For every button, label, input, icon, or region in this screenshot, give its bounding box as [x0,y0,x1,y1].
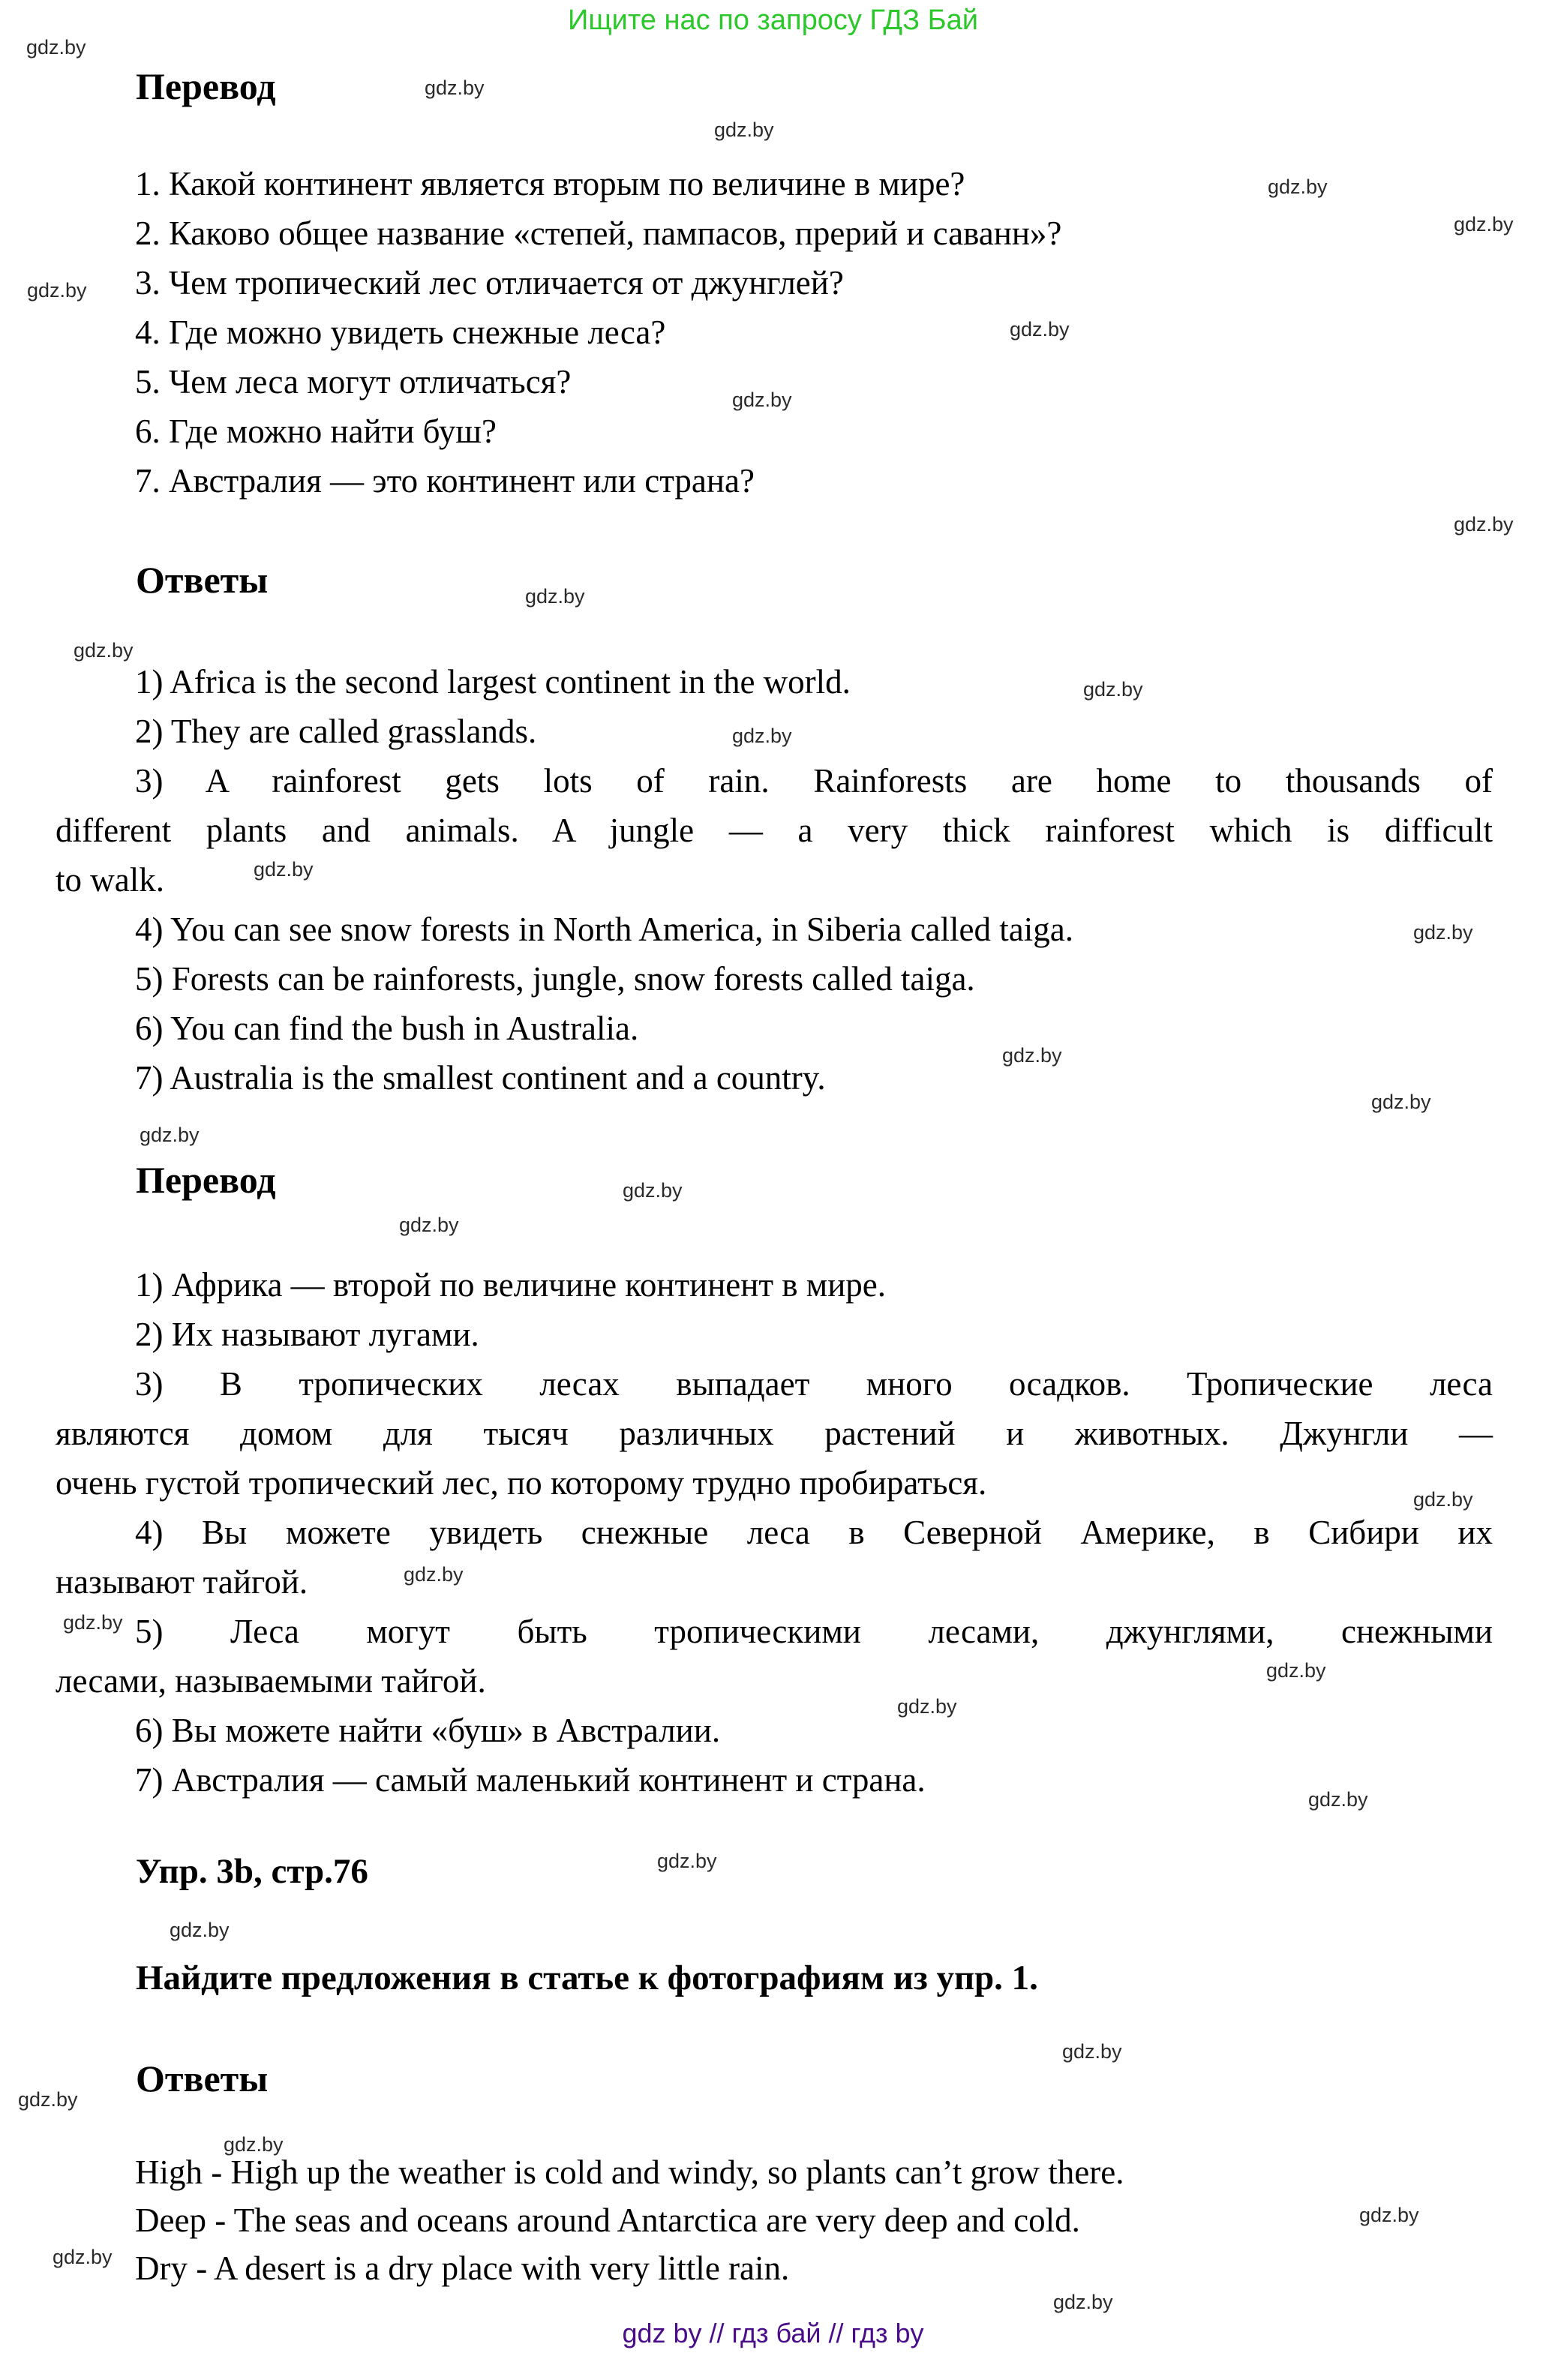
gdz-watermark: gdz.by [1454,513,1514,536]
gdz-watermark: gdz.by [26,36,86,59]
text-line: 3) A rainforest gets lots of rain. Rainforests are home to thousands of [135,762,1493,800]
text-line: 6) Вы можете найти «буш» в Австралии. [135,1712,721,1749]
gdz-watermark: gdz.by [18,2088,78,2111]
gdz-watermark: gdz.by [170,1919,230,1941]
text-line: 2. Каково общее название «степей, пампасов, прерий и саванн»? [135,215,1062,252]
gdz-watermark: gdz.by [1413,1488,1473,1511]
text-line: Dry - A desert is a dry place with very little rain. [135,2249,790,2287]
heading-translation-2: Перевод [136,1159,276,1201]
gdz-watermark: gdz.by [1083,678,1143,701]
text-line: очень густой тропический лес, по которому трудно пробираться. [56,1464,987,1502]
text-line: to walk. [56,861,164,899]
text-line: Deep - The seas and oceans around Antarctica are very deep and cold. [135,2201,1080,2239]
gdz-watermark: gdz.by [1010,318,1070,341]
text-line: являются домом для тысяч различных растений и животных. Джунгли — [56,1415,1493,1452]
gdz-watermark: gdz.by [27,279,87,302]
gdz-watermark: gdz.by [63,1611,123,1634]
translation-ru-list [56,1260,1493,1805]
text-line: называют тайгой. [56,1563,308,1601]
top-banner-text: Ищите нас по запросу ГДЗ Бай [568,5,978,36]
heading-answers-en: Ответы [136,559,269,601]
text-line: 7) Australia is the smallest continent and a country. [135,1059,826,1097]
questions-list [56,159,1493,506]
text-line: 6) You can find the bush in Australia. [135,1010,639,1047]
heading-answers-final: Ответы [136,2057,269,2099]
gdz-watermark: gdz.by [404,1563,464,1586]
gdz-watermark: gdz.by [1359,2204,1419,2226]
gdz-watermark: gdz.by [399,1214,459,1236]
gdz-watermark: gdz.by [74,639,134,662]
text-line: 1) Африка — второй по величине континент в мире. [135,1266,887,1304]
gdz-watermark: gdz.by [897,1695,957,1718]
gdz-watermark: gdz.by [1268,176,1328,198]
gdz-watermark: gdz.by [1413,921,1473,944]
text-line: 4) You can see snow forests in North America, in Siberia called taiga. [135,911,1073,948]
gdz-watermark: gdz.by [53,2246,113,2268]
exercise-title: Упр. 3b, стр.76 [136,1852,368,1891]
text-line: High - High up the weather is cold and windy, so plants can’t grow there. [135,2153,1124,2191]
gdz-watermark: gdz.by [732,725,792,747]
gdz-watermark: gdz.by [1266,1659,1326,1682]
text-line: 1. Какой континент является вторым по величине в мире? [135,165,965,203]
text-line: 5) Леса могут быть тропическими лесами, джунглями, снежными [135,1613,1493,1650]
text-line: 2) Их называют лугами. [135,1316,479,1353]
gdz-watermark: gdz.by [254,858,314,881]
gdz-watermark: gdz.by [1308,1788,1368,1811]
gdz-watermark: gdz.by [1371,1091,1431,1113]
gdz-watermark: gdz.by [714,119,774,141]
text-line: 5) Forests can be rainforests, jungle, snow forests called taiga. [135,960,975,998]
text-line: 7) Австралия — самый маленький континент и страна. [135,1761,926,1799]
text-line: 6. Где можно найти буш? [135,413,497,450]
gdz-watermark: gdz.by [1053,2291,1113,2313]
text-line: 1) Africa is the second largest continent in the world. [135,663,851,701]
text-line: 3) В тропических лесах выпадает много осадков. Тропические леса [135,1365,1493,1403]
exercise-task: Найдите предложения в статье к фотографиям из упр. 1. [136,1958,1038,1997]
gdz-watermark: gdz.by [732,389,792,411]
footer-links-text: gdz by // гдз бай // гдз by [622,2318,924,2348]
text-line: 4) Вы можете увидеть снежные леса в Северной Америке, в Сибири их [135,1514,1493,1551]
text-line: different plants and animals. A jungle — a very thick rainforest which is difficult [56,812,1493,849]
gdz-watermark: gdz.by [657,1850,717,1872]
text-line: 3. Чем тропический лес отличается от джунглей? [135,264,844,302]
gdz-watermark: gdz.by [140,1124,200,1146]
gdz-watermark: gdz.by [1002,1044,1062,1067]
gdz-watermark: gdz.by [1454,213,1514,236]
gdz-watermark: gdz.by [623,1179,683,1202]
gdz-watermark: gdz.by [425,77,485,99]
gdz-watermark: gdz.by [1062,2040,1122,2063]
final-answers-list [56,2148,1493,2292]
text-line: 2) They are called grasslands. [135,713,537,750]
text-line: 4. Где можно увидеть снежные леса? [135,314,666,351]
heading-translation-1: Перевод [136,65,276,107]
text-line: 7. Австралия — это континент или страна? [135,462,755,500]
gdz-watermark: gdz.by [224,2133,284,2156]
answers-en-list [56,657,1493,1103]
gdz-watermark: gdz.by [525,585,585,608]
text-line: 5. Чем леса могут отличаться? [135,363,572,401]
text-line: лесами, называемыми тайгой. [56,1662,486,1700]
